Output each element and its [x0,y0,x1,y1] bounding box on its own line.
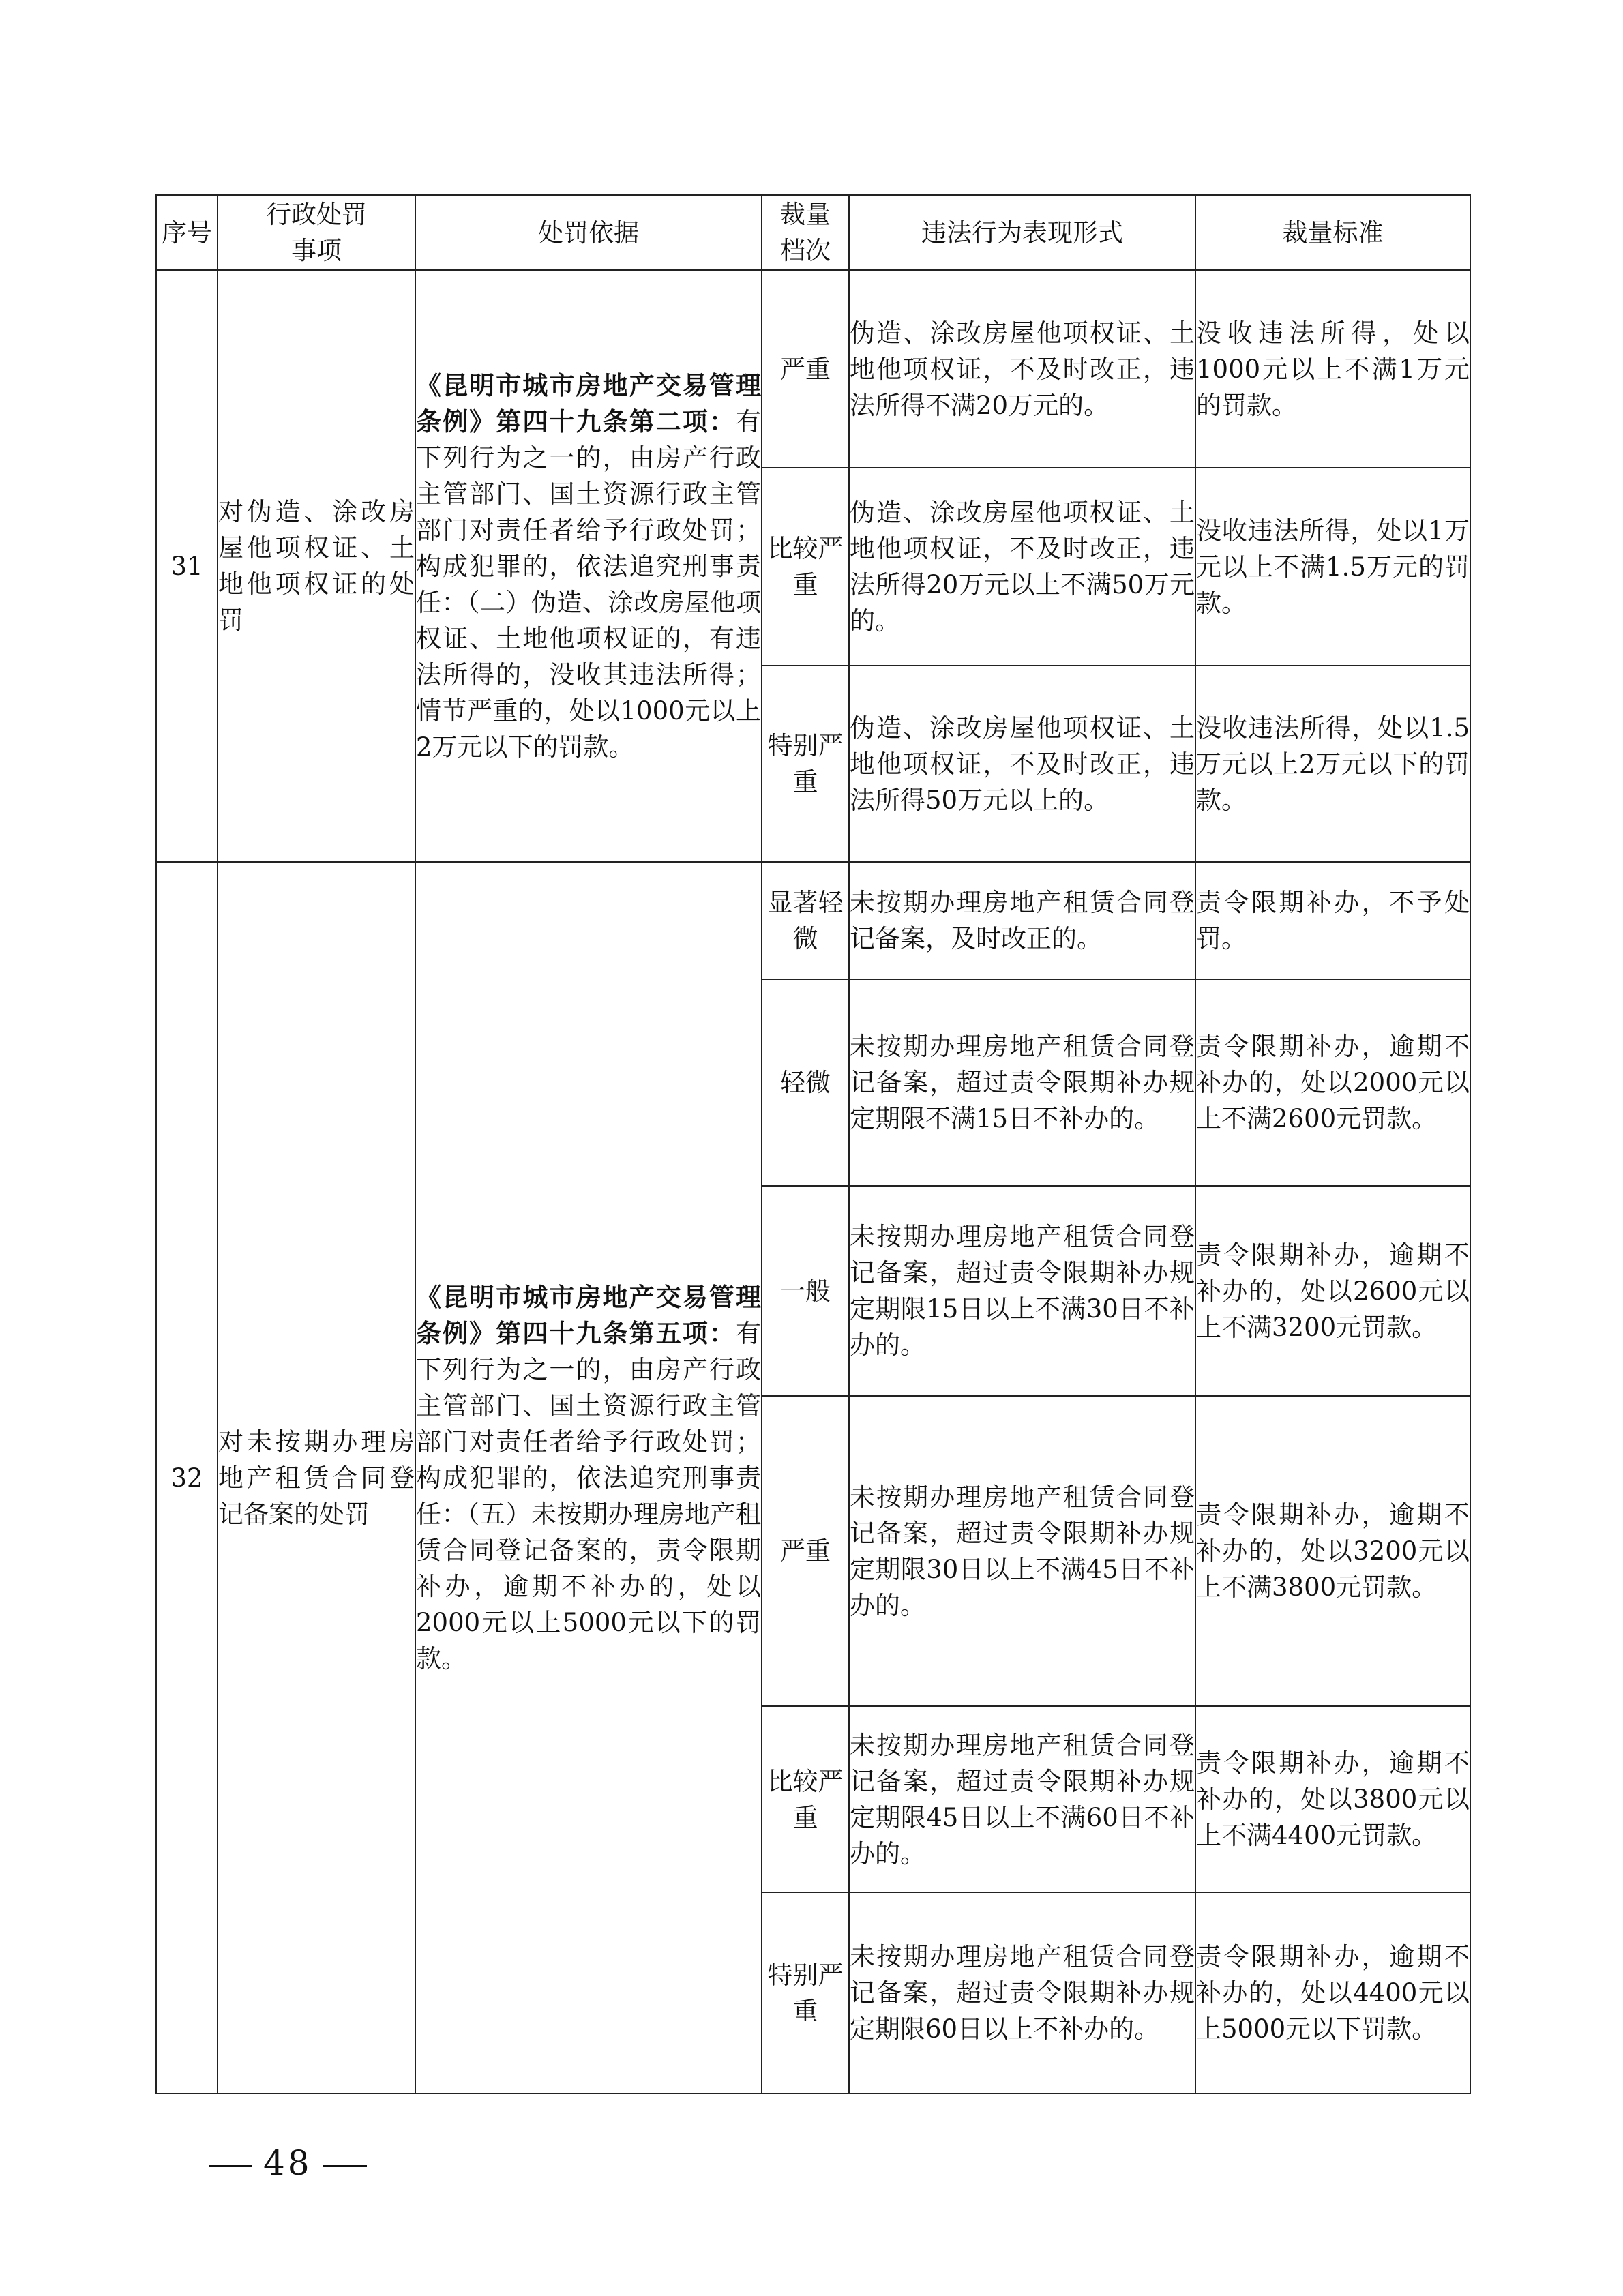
row32-basis [415,862,762,2093]
header-standard: 裁量标准 [1195,195,1470,270]
row31-tier1-form: 伪造、涂改房屋他项权证、土地他项权证，不及时改正，违法所得不满20万元的。 [849,270,1195,468]
row32-tier5-form: 未按期办理房地产租赁合同登记备案，超过责令限期补办规定期限45日以上不满60日不补办的。 [849,1706,1195,1892]
footer-dash-left [209,2165,252,2167]
page-footer [198,2143,378,2183]
row32-tier5-standard: 责令限期补办，逾期不补办的，处以3800元以上不满4400元罚款。 [1195,1706,1470,1892]
row32-tier6-level: 特别严重 [762,1892,849,2093]
row31-tier3-form: 伪造、涂改房屋他项权证、土地他项权证，不及时改正，违法所得50万元以上的。 [849,666,1195,862]
table-row [156,270,1470,468]
row31-tier2-standard: 没收违法所得，处以1万元以上不满1.5万元的罚款。 [1195,468,1470,666]
table-header-row [156,195,1470,270]
row31-tier1-standard: 没收违法所得，处以1000元以上不满1万元的罚款。 [1195,270,1470,468]
row32-tier1-form: 未按期办理房地产租赁合同登记备案，及时改正的。 [849,862,1195,979]
page-number: 48 [263,2143,312,2183]
row32-tier4-standard: 责令限期补办，逾期不补办的，处以3200元以上不满3800元罚款。 [1195,1396,1470,1706]
header-level-label: 裁量档次 [780,200,831,265]
row32-item: 对未按期办理房地产租赁合同登记备案的处罚 [218,862,415,2093]
row32-tier2-level: 轻微 [762,979,849,1186]
row31-tier2-form: 伪造、涂改房屋他项权证、土地他项权证，不及时改正，违法所得20万元以上不满50万元的。 [849,468,1195,666]
footer-dash-right [323,2165,367,2167]
row32-tier2-standard: 责令限期补办，逾期不补办的，处以2000元以上不满2600元罚款。 [1195,979,1470,1186]
row32-tier3-form: 未按期办理房地产租赁合同登记备案，超过责令限期补办规定期限15日以上不满30日不补办的。 [849,1186,1195,1396]
row31-tier3-standard: 没收违法所得，处以1.5万元以上2万元以下的罚款。 [1195,666,1470,862]
row32-tier6-standard: 责令限期补办，逾期不补办的，处以4400元以上5000元以下罚款。 [1195,1892,1470,2093]
row32-tier5-level: 比较严重 [762,1706,849,1892]
header-seq: 序号 [156,195,218,270]
header-level [762,195,849,270]
header-item [218,195,415,270]
table-row [156,862,1470,979]
row31-basis-title: 《昆明市城市房地产交易管理条例》第四十九条第二项： [416,370,761,436]
penalty-table [155,194,1471,2094]
row31-tier1-level: 严重 [762,270,849,468]
row32-basis-text: 有下列行为之一的，由房产行政主管部门、国土资源行政主管部门对责任者给予行政处罚；构成犯罪的，依法追究刑事责任：（五）未按期办理房地产租赁合同登记备案的，责令限期补办，逾期不补办的，处以2000元以上5000元以下的罚款。 [416,1318,761,1673]
row32-tier4-form: 未按期办理房地产租赁合同登记备案，超过责令限期补办规定期限30日以上不满45日不补办的。 [849,1396,1195,1706]
row31-tier2-level: 比较严重 [762,468,849,666]
row32-tier1-level: 显著轻微 [762,862,849,979]
row32-tier2-form: 未按期办理房地产租赁合同登记备案，超过责令限期补办规定期限不满15日不补办的。 [849,979,1195,1186]
header-basis: 处罚依据 [415,195,762,270]
row32-tier1-standard: 责令限期补办，不予处罚。 [1195,862,1470,979]
row31-basis-text: 有下列行为之一的，由房产行政主管部门、国土资源行政主管部门对责任者给予行政处罚；构成犯罪的，依法追究刑事责任：（二）伪造、涂改房屋他项权证、土地他项权证的，有违法所得的，没收其违法所得；情节严重的，处以1000元以上2万元以下的罚款。 [416,406,761,762]
row31-seq: 31 [156,270,218,862]
row32-tier3-standard: 责令限期补办，逾期不补办的，处以2600元以上不满3200元罚款。 [1195,1186,1470,1396]
row32-tier6-form: 未按期办理房地产租赁合同登记备案，超过责令限期补办规定期限60日以上不补办的。 [849,1892,1195,2093]
row31-tier3-level: 特别严重 [762,666,849,862]
row32-tier3-level: 一般 [762,1186,849,1396]
row32-basis-title: 《昆明市城市房地产交易管理条例》第四十九条第五项： [416,1281,761,1348]
row32-tier4-level: 严重 [762,1396,849,1706]
row31-item: 对伪造、涂改房屋他项权证、土地他项权证的处罚 [218,270,415,862]
row31-basis [415,270,762,862]
header-form: 违法行为表现形式 [849,195,1195,270]
row32-seq: 32 [156,862,218,2093]
header-item-label: 行政处罚事项 [266,200,367,265]
